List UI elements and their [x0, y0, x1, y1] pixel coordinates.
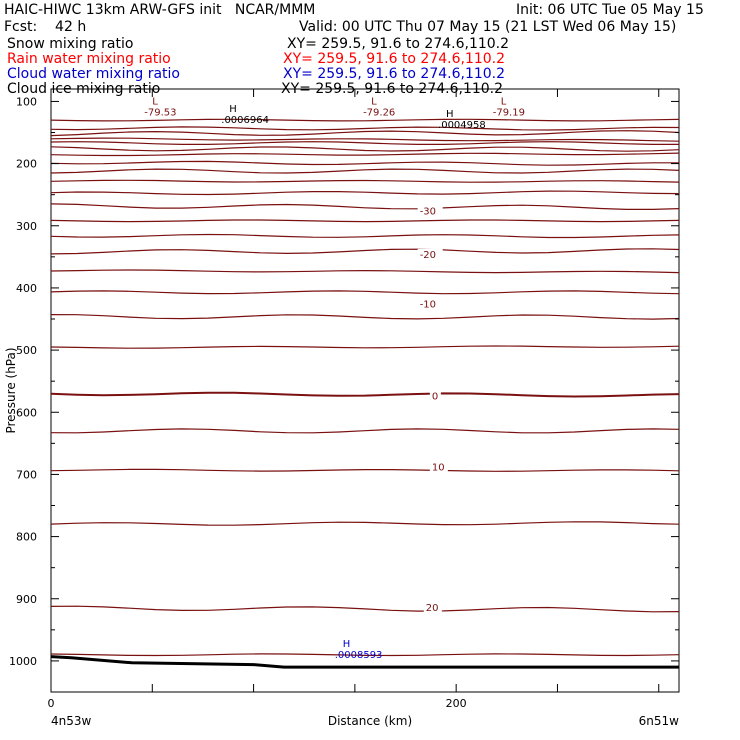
right-endpoint-label: 6n51w	[638, 714, 679, 728]
header-valid: Valid: 00 UTC Thu 07 May 15 (21 LST Wed 06 May 15)	[299, 19, 677, 35]
isotherm-label: -20	[419, 249, 437, 261]
x-tick-label: 200	[445, 697, 467, 710]
isotherm-line	[51, 138, 679, 141]
isotherm-line	[51, 119, 679, 121]
isotherm-line	[51, 469, 679, 471]
isotherm-line	[51, 235, 679, 238]
y-axis-title: Pressure (hPa)	[4, 347, 18, 434]
isotherm-line	[51, 147, 679, 151]
x-tick-label: 0	[47, 697, 55, 710]
isotherm-line	[51, 522, 679, 525]
isotherm-line	[51, 291, 679, 294]
left-endpoint-label: 4n53w	[51, 714, 92, 728]
field-xy-rain: XY= 259.5, 91.6 to 274.6,110.2	[283, 51, 506, 67]
header-title: HAIC-HIWC 13km ARW-GFS init NCAR/MMM	[4, 2, 316, 18]
isotherm-line	[51, 127, 679, 130]
y-tick-label: 800	[16, 530, 37, 544]
isotherm-line	[51, 131, 679, 136]
isotherm-line	[51, 142, 679, 145]
y-tick-label: 400	[16, 281, 37, 295]
isotherm-line	[51, 429, 679, 433]
extremum-value: .0008593	[334, 650, 383, 662]
field-name-cloud-water: Cloud water mixing ratio	[7, 66, 180, 82]
isotherm-line	[51, 315, 679, 320]
isotherm-line	[51, 220, 679, 222]
y-tick-label: 500	[16, 344, 37, 358]
isotherm-label: 20	[425, 602, 439, 614]
extremum-value: -79.26	[363, 107, 396, 119]
field-xy-snow: XY= 259.5, 91.6 to 274.6,110.2	[287, 36, 510, 52]
extremum-value: .0006964	[221, 115, 269, 127]
isotherm-line	[51, 346, 679, 348]
extremum-marker: L	[152, 96, 158, 108]
field-name-cloud-ice: Cloud ice mixing ratio	[7, 81, 161, 97]
isotherm-line	[51, 153, 679, 155]
field-name-rain: Rain water mixing ratio	[7, 51, 171, 67]
y-tick-label: 100	[16, 95, 37, 109]
extremum-marker: L	[500, 96, 507, 108]
extremum-marker: H	[229, 104, 237, 116]
field-xy-cloud-ice: XY= 259.5, 91.6 to 274.6,110.2	[281, 81, 504, 97]
y-tick-label: 200	[16, 157, 37, 171]
extremum-value: -79.53	[144, 107, 177, 119]
field-name-snow: Snow mixing ratio	[7, 36, 134, 52]
y-tick-label: 700	[16, 468, 37, 482]
isotherm-line	[51, 204, 679, 210]
x-axis-title: Distance (km)	[327, 714, 413, 728]
isotherm-line	[51, 606, 679, 612]
isotherm-line	[51, 161, 679, 165]
isotherm-line	[51, 249, 679, 254]
isotherm-line	[51, 191, 679, 194]
extremum-value: -79.19	[492, 107, 525, 119]
extremum-marker: H	[446, 108, 454, 120]
y-tick-label: 900	[16, 592, 37, 606]
isotherm-label: -30	[419, 206, 437, 218]
y-tick-label: 600	[16, 406, 37, 420]
extremum-value: .0004958	[438, 119, 486, 131]
isotherm-label: -10	[419, 299, 437, 311]
y-tick-label: 1000	[9, 654, 37, 668]
field-xy-cloud-water: XY= 259.5, 91.6 to 274.6,110.2	[283, 66, 506, 82]
isotherm-line	[51, 180, 679, 182]
extremum-marker: H	[342, 639, 351, 651]
extremum-marker: L	[371, 96, 377, 108]
isotherm-label: 0	[431, 391, 439, 403]
header-fcst: Fcst: 42 h	[4, 19, 87, 35]
isotherm-line	[51, 393, 679, 397]
isotherm-line	[51, 270, 679, 273]
y-tick-label: 300	[16, 219, 37, 233]
isotherm-line	[51, 169, 679, 173]
isotherm-label: 10	[431, 462, 445, 474]
plot-frame	[51, 89, 679, 692]
header-init: Init: 06 UTC Tue 05 May 15	[516, 2, 704, 18]
